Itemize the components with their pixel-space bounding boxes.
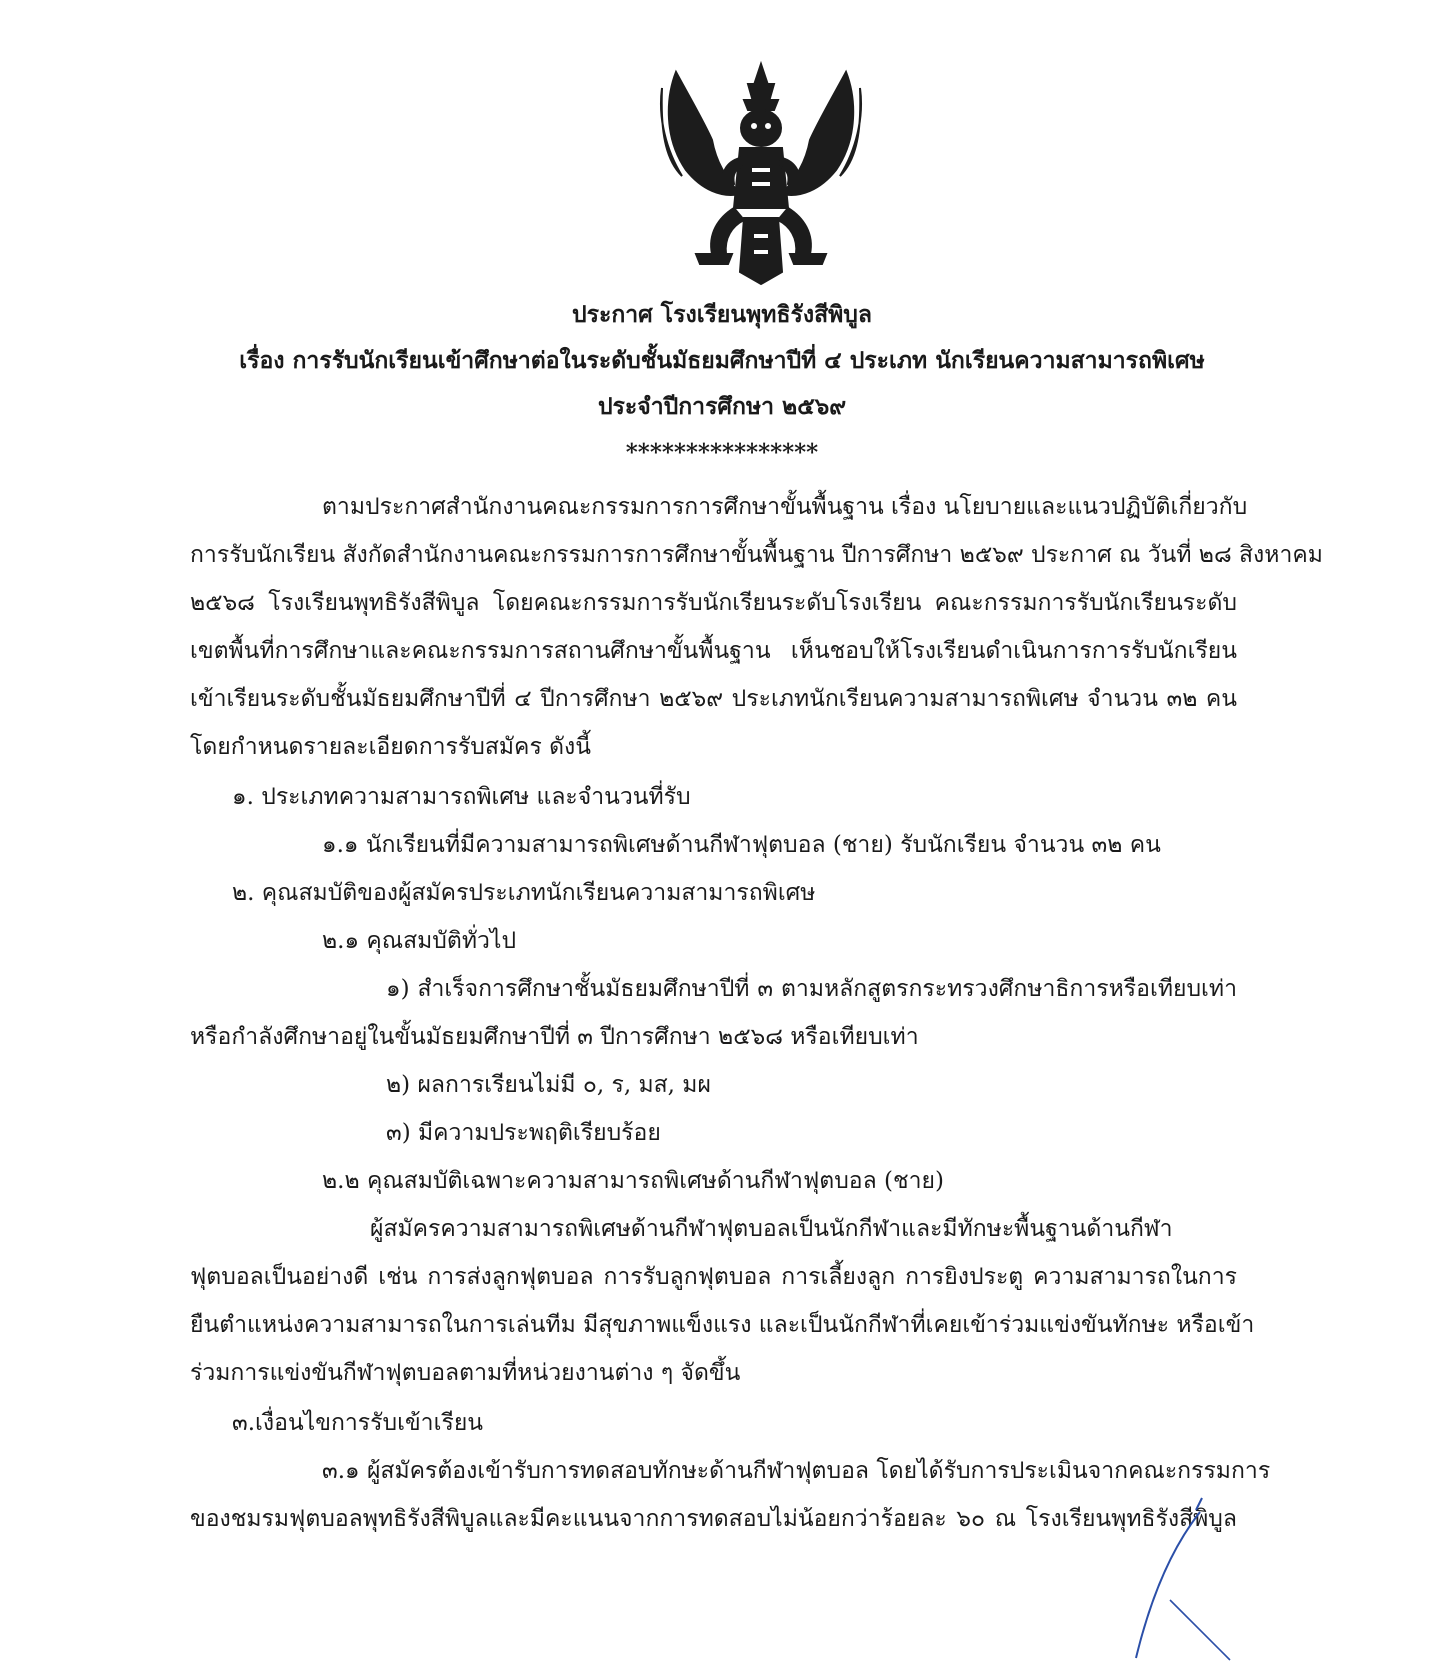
section-2-2-line-1: ผู้สมัครความสามารถพิเศษด้านกีฬาฟุตบอลเป็นนักกีฬาและมีทักษะพื้นฐานด้านกีฬา [370,1216,1173,1242]
intro-line-3: ๒๕๖๘ โรงเรียนพุทธิรังสีพิบูล โดยคณะกรรมการรับนักเรียนระดับโรงเรียน คณะกรรมการรับนักเรียนระดับ [190,590,1237,616]
section-3-title: ๓.เงื่อนไขการรับเข้าเรียน [232,1410,484,1436]
academic-year: ประจำปีการศึกษา ๒๕๖๙ [597,393,847,420]
intro-line-4: เขตพื้นที่การศึกษาและคณะกรรมการสถานศึกษาขั้นพื้นฐาน เห็นชอบให้โรงเรียนดำเนินการการรับนักเรียน [190,638,1237,664]
intro-line-5: เข้าเรียนระดับชั้นมัธยมศึกษาปีที่ ๔ ปีการศึกษา ๒๕๖๙ ประเภทนักเรียนความสามารถพิเศษ จำนวน ๓๒ คน [190,686,1237,712]
section-2-title: ๒. คุณสมบัติของผู้สมัครประเภทนักเรียนความสามารถพิเศษ [232,880,816,906]
section-3-1-line-2: ของชมรมฟุตบอลพุทธิรังสีพิบูลและมีคะแนนจากการทดสอบไม่น้อยกว่าร้อยละ ๖๐ ณ โรงเรียนพุทธิรังสีพิบูล [190,1506,1237,1532]
section-1-title: ๑. ประเภทความสามารถพิเศษ และจำนวนที่รับ [232,784,691,810]
section-2-1-item-3: ๓) มีความประพฤติเรียบร้อย [386,1120,661,1146]
announcement-title: ประกาศ โรงเรียนพุทธิรังสีพิบูล [572,301,872,328]
section-2-1-item-1a: ๑) สำเร็จการศึกษาชั้นมัธยมศึกษาปีที่ ๓ ตามหลักสูตรกระทรวงศึกษาธิการหรือเทียบเท่า [386,976,1237,1002]
intro-line-1: ตามประกาศสำนักงานคณะกรรมการการศึกษาขั้นพื้นฐาน เรื่อง นโยบายและแนวปฏิบัติเกี่ยวกับ [322,494,1248,520]
signature-mark [1130,1490,1290,1665]
section-2-1: ๒.๑ คุณสมบัติทั่วไป [322,928,517,954]
section-2-2-line-3: ยืนตำแหน่งความสามารถในการเล่นทีม มีสุขภาพแข็งแรง และเป็นนักกีฬาที่เคยเข้าร่วมแข่งขันทักษะ หรือเข้า [190,1312,1255,1338]
section-1-1: ๑.๑ นักเรียนที่มีความสามารถพิเศษด้านกีฬาฟุตบอล (ชาย) รับนักเรียน จำนวน ๓๒ คน [322,832,1161,858]
section-2-2-line-2: ฟุตบอลเป็นอย่างดี เช่น การส่งลูกฟุตบอล การรับลูกฟุตบอล การเลี้ยงลูก การยิงประตู ความสามารถในการ [190,1264,1237,1290]
section-2-2: ๒.๒ คุณสมบัติเฉพาะความสามารถพิเศษด้านกีฬาฟุตบอล (ชาย) [322,1168,944,1194]
section-2-1-item-2: ๒) ผลการเรียนไม่มี ๐, ร, มส, มผ [386,1072,711,1098]
announcement-subject: เรื่อง การรับนักเรียนเข้าศึกษาต่อในระดับชั้นมัธยมศึกษาปีที่ ๔ ประเภท นักเรียนความสามารถพิเศษ [239,347,1205,374]
separator: **************** [625,439,819,466]
intro-line-6: โดยกำหนดรายละเอียดการรับสมัคร ดังนี้ [190,734,591,760]
intro-line-2: การรับนักเรียน สังกัดสำนักงานคณะกรรมการการศึกษาขั้นพื้นฐาน ปีการศึกษา ๒๕๖๙ ประกาศ ณ วันที่ ๒๘ สิงหาคม [190,542,1323,568]
section-2-1-item-1b: หรือกำลังศึกษาอยู่ในขั้นมัธยมศึกษาปีที่ ๓ ปีการศึกษา ๒๕๖๘ หรือเทียบเท่า [190,1024,919,1050]
garuda-emblem-icon [656,58,866,286]
section-3-1-line-1: ๓.๑ ผู้สมัครต้องเข้ารับการทดสอบทักษะด้านกีฬาฟุตบอล โดยได้รับการประเมินจากคณะกรรมการ [322,1458,1271,1484]
section-2-2-line-4: ร่วมการแข่งขันกีฬาฟุตบอลตามที่หน่วยงานต่าง ๆ จัดขึ้น [190,1360,741,1386]
